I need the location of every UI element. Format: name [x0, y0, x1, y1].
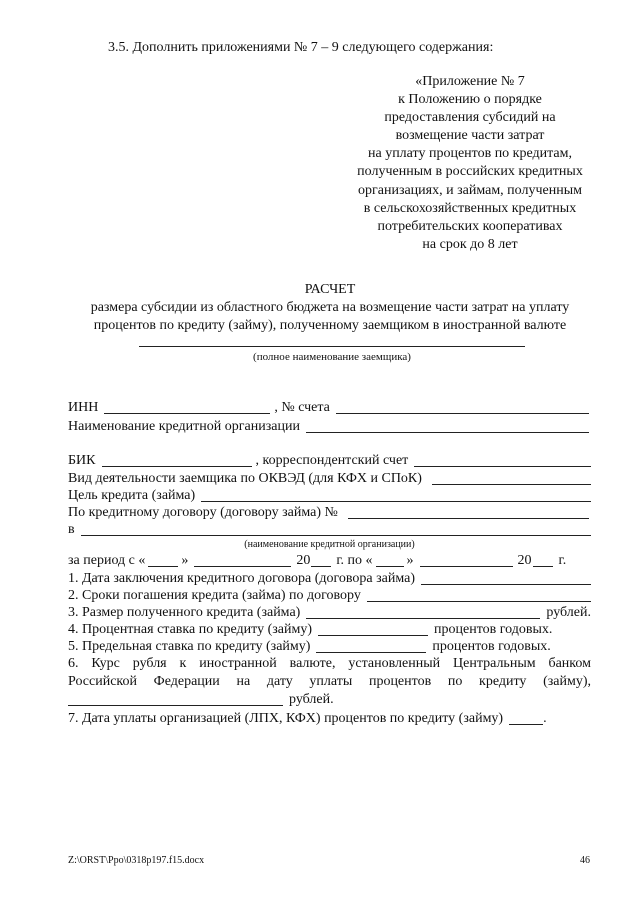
- appendix-line: полученным в российских кредитных: [357, 164, 583, 180]
- appendix-line: потребительских кооперативах: [377, 218, 563, 234]
- document-subtitle: процентов по кредиту (займу), полученному заемщиком в иностранной валюте: [93, 318, 567, 333]
- start-day-field[interactable]: [148, 566, 178, 567]
- item-3-label: 3. Размер полученного кредита (займа): [68, 605, 301, 620]
- interest-rate-field[interactable]: [318, 635, 428, 636]
- borrower-caption: (полное наименование заемщика): [253, 351, 411, 363]
- document-subtitle: размера субсидии из областного бюджета на возмещение части затрат на уплату: [90, 300, 570, 315]
- document-title: РАСЧЕТ: [304, 282, 356, 297]
- item-4-label: 4. Процентная ставка по кредиту (займу): [68, 622, 312, 637]
- item-1-row: [68, 570, 591, 588]
- item-6-line: 6. Курс рубля к иностранной валюте, установленный Центральным банком: [68, 656, 591, 671]
- item-6-line: Российской Федерации на дату уплаты процентов по кредиту (займу),: [68, 674, 591, 689]
- creditor-row: [68, 521, 591, 539]
- item-3-unit: рублей.: [546, 605, 591, 620]
- bik-field[interactable]: [102, 466, 252, 467]
- start-year-field[interactable]: [311, 566, 331, 567]
- item-5-label: 5. Предельная ставка по кредиту (займу): [68, 639, 311, 654]
- year-end: г.: [558, 553, 567, 568]
- okved-label: Вид деятельности заемщика по ОКВЭД (для КФХ и СПоК): [68, 471, 422, 486]
- inn-field[interactable]: [104, 413, 270, 414]
- item-7-label: 7. Дата уплаты организацией (ЛПХ, КФХ) процентов по кредиту (займу): [68, 711, 504, 726]
- account-field[interactable]: [336, 413, 589, 414]
- contract-row: [68, 504, 589, 522]
- item-2-row: [68, 587, 591, 605]
- loan-amount-field[interactable]: [306, 618, 540, 619]
- bank-caption: (наименование кредитной организации): [244, 539, 415, 550]
- payment-date-field[interactable]: [509, 724, 543, 725]
- purpose-row: [68, 487, 591, 505]
- bank-label: Наименование кредитной организации: [68, 419, 300, 434]
- bank-field[interactable]: [306, 432, 589, 433]
- inn-label: ИНН: [68, 400, 99, 415]
- inn-row: [68, 399, 589, 417]
- item-5-unit: процентов годовых.: [432, 639, 551, 654]
- quote-close: »: [406, 553, 414, 568]
- appendix-line: в сельскохозяйственных кредитных: [363, 200, 577, 216]
- borrower-name-field[interactable]: [139, 346, 525, 347]
- in-label: в: [68, 522, 75, 537]
- bik-row: [68, 452, 591, 470]
- item-6-unit: рублей.: [289, 692, 334, 707]
- creditor-field[interactable]: [81, 535, 591, 536]
- appendix-line: возмещение части затрат: [395, 128, 545, 144]
- end-month-field[interactable]: [420, 566, 513, 567]
- appendix-line: предоставления субсидий на: [384, 110, 556, 126]
- appendix-block: [320, 73, 620, 254]
- item-4-unit: процентов годовых.: [434, 622, 553, 637]
- purpose-field[interactable]: [201, 501, 591, 502]
- purpose-label: Цель кредита (займа): [68, 488, 196, 503]
- footer-page-number: 46: [580, 855, 590, 866]
- year-suffix: г. по «: [336, 553, 373, 568]
- contract-date-field[interactable]: [421, 584, 591, 585]
- year-prefix: 20: [296, 553, 311, 568]
- appendix-line: на уплату процентов по кредитам,: [367, 146, 572, 162]
- corr-field[interactable]: [414, 466, 591, 467]
- contract-label: По кредитному договору (договору займа) №: [68, 505, 338, 520]
- item-2-label: 2. Сроки погашения кредита (займа) по договору: [68, 588, 361, 603]
- appendix-line: на срок до 8 лет: [422, 236, 518, 252]
- item-7-end: .: [543, 711, 547, 726]
- end-day-field[interactable]: [376, 566, 404, 567]
- end-year-field[interactable]: [533, 566, 553, 567]
- appendix-line: к Положению о порядке: [398, 92, 542, 108]
- period-row: [68, 552, 591, 570]
- item-1-label: 1. Дата заключения кредитного договора (договора займа): [68, 571, 416, 586]
- max-rate-field[interactable]: [316, 652, 426, 653]
- bik-label: БИК: [68, 453, 96, 468]
- corr-label: , корреспондентский счет: [255, 453, 409, 468]
- period-from-label: за период с «: [68, 553, 146, 568]
- appendix-line: организациях, и займам, полученным: [358, 182, 582, 198]
- okved-row: [68, 470, 591, 488]
- start-month-field[interactable]: [194, 566, 291, 567]
- quote-close: »: [181, 553, 189, 568]
- appendix-line: «Приложение № 7: [415, 74, 525, 89]
- repayment-terms-field[interactable]: [367, 601, 591, 602]
- account-label: , № счета: [274, 400, 330, 415]
- item-6-rate-row: [68, 691, 334, 709]
- okved-field[interactable]: [432, 484, 591, 485]
- bank-row: [68, 418, 589, 436]
- contract-number-field[interactable]: [348, 518, 589, 519]
- year-prefix: 20: [517, 553, 532, 568]
- item-4-row: [68, 621, 552, 639]
- item-3-row: [68, 604, 591, 622]
- item-7-row: [68, 710, 547, 728]
- footer-file-path: Z:\ORST\Ppo\0318p197.f15.docx: [68, 855, 205, 866]
- exchange-rate-field[interactable]: [68, 705, 283, 706]
- item-5-row: [68, 638, 551, 656]
- section-heading: 3.5. Дополнить приложениями № 7 – 9 следующего содержания:: [108, 40, 494, 55]
